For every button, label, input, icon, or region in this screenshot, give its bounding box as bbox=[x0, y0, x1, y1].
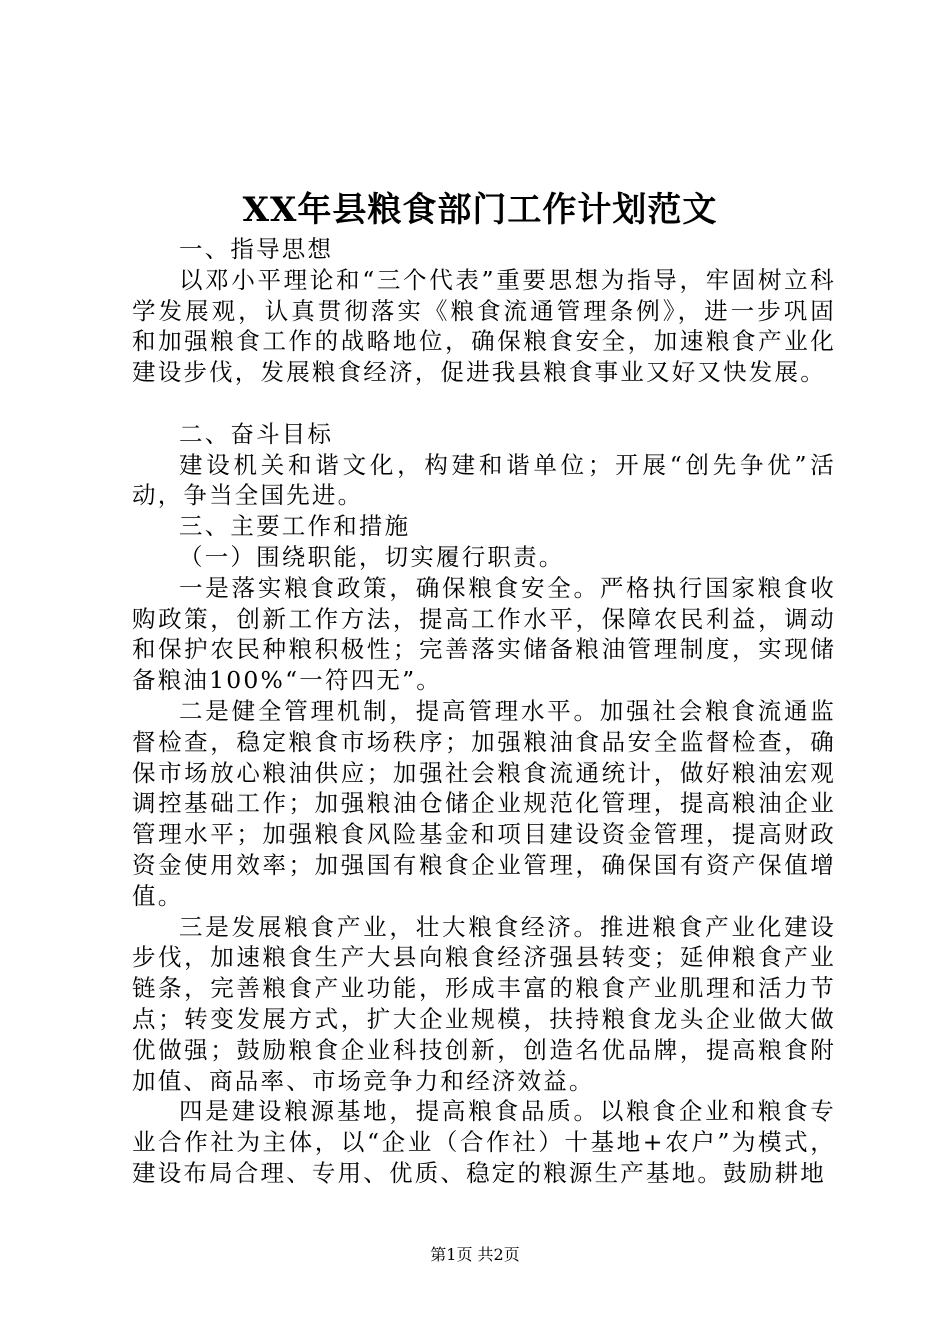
section-heading-main-work: 三、主要工作和措施 bbox=[179, 512, 411, 541]
paragraph: 一是落实粮食政策，确保粮食安全。严格执行国家粮食收购政策，创新工作方法，提高工作水平，保障农民利益，调动和保护农民种粮积极性；完善落实储备粮油管理制度，实现储备粮油100%“一符四无”。 bbox=[132, 573, 836, 695]
section-heading-guiding-ideology: 一、指导思想 bbox=[179, 235, 334, 263]
section-heading-goals: 二、奋斗目标 bbox=[179, 419, 334, 448]
paragraph: 三是发展粮食产业，壮大粮食经济。推进粮食产业化建设步伐，加速粮食生产大县向粮食经济强县转变；延伸粮食产业链条，完善粮食产业功能，形成丰富的粮食产业肌理和活力节点；转变发展方式，扩大企业规模，扶持粮食龙头企业做大做优做强；鼓励粮食企业科技创新，创造名优品牌，提高粮食附加值、商品率、市场竞争力和经济效益。 bbox=[132, 912, 836, 1095]
paragraph: 二是健全管理机制，提高管理水平。加强社会粮食流通监督检查，稳定粮食市场秩序；加强粮油食品安全监督检查，确保市场放心粮油供应；加强社会粮食流通统计，做好粮油宏观调控基础工作；加强粮油仓储企业规范化管理，提高粮油企业管理水平；加强粮食风险基金和项目建设资金管理，提高财政资金使用效率；加强国有粮食企业管理，确保国有资产保值增值。 bbox=[132, 696, 836, 910]
subsection-heading: （一）围绕职能，切实履行职责。 bbox=[179, 542, 565, 571]
document-title: XX年县粮食部门工作计划范文 bbox=[242, 190, 718, 230]
paragraph: 建设机关和谐文化，构建和谐单位；开展“创先争优”活动，争当全国先进。 bbox=[132, 450, 836, 510]
document-body bbox=[132, 234, 836, 1189]
paragraph: 以邓小平理论和“三个代表”重要思想为指导，牢固树立科学发展观，认真贯彻落实《粮食流通管理条例》，进一步巩固和加强粮食工作的战略地位，确保粮食安全，加速粮食产业化建设步伐，发展粮食经济，促进我县粮食事业又好又快发展。 bbox=[132, 265, 836, 387]
page-footer: 第1页 共2页 bbox=[430, 1245, 520, 1264]
paragraph: 四是建设粮源基地，提高粮食品质。以粮食企业和粮食专业合作社为主体，以“企业（合作社）十基地+农户”为模式，建设布局合理、专用、优质、稳定的粮源生产基地。鼓励耕地 bbox=[132, 1097, 836, 1187]
